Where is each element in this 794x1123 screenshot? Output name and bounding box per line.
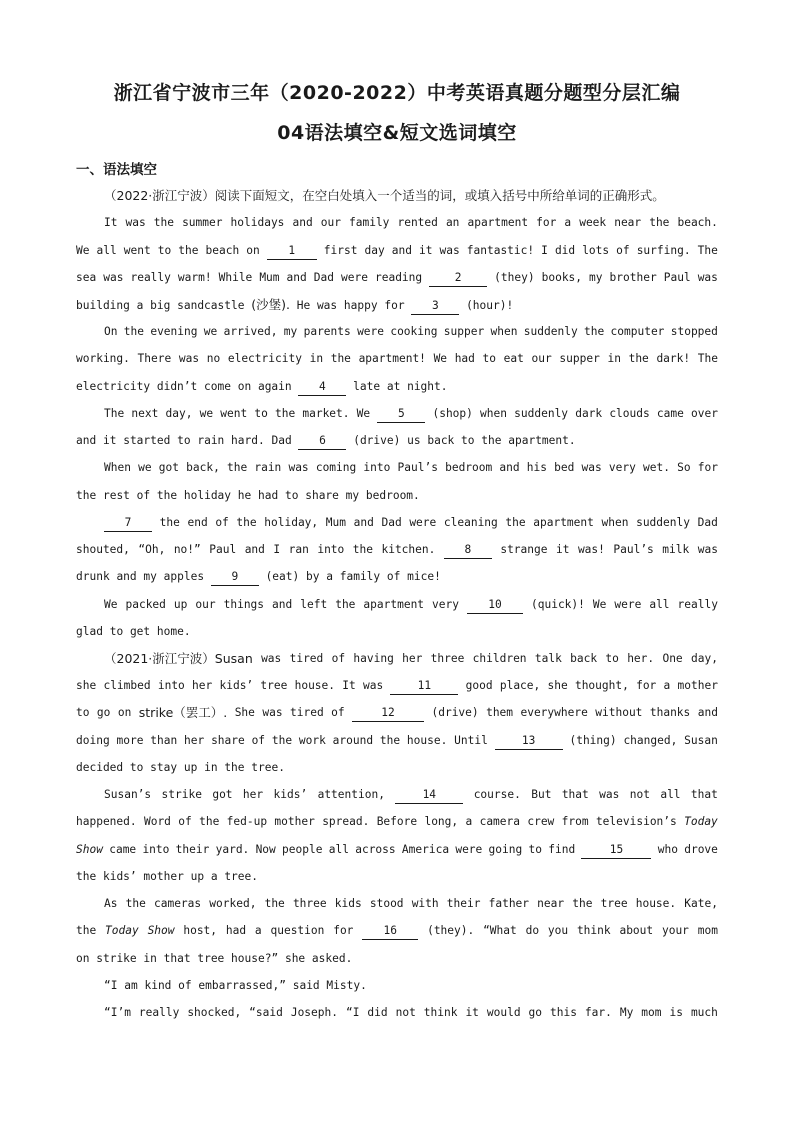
passage-line: As the cameras worked, the three kids stood with their father near the tree house. Kate,	[104, 897, 718, 910]
passage-line: working. There was no electricity in the apartment! We had to eat our supper in the dark! The	[76, 352, 718, 365]
passage-line: 7 the end of the holiday, Mum and Dad were cleaning the apartment when suddenly Dad	[104, 513, 718, 533]
answer-blank-15[interactable]: 15	[581, 842, 651, 859]
passage-line: she climbed into her kids’ tree house. It was 11 good place, she thought, for a mother	[76, 676, 718, 696]
answer-blank-5[interactable]: 5	[377, 406, 425, 423]
answer-blank-13[interactable]: 13	[495, 733, 563, 750]
passage-line: sea was really warm! While Mum and Dad were reading 2 (they) books, my brother Paul was	[76, 268, 718, 288]
passage-line: on strike in that tree house?” she asked.	[76, 952, 353, 965]
passage-line: shouted, “Oh, no!” Paul and I ran into the kitchen. 8 strange it was! Paul’s milk was	[76, 540, 718, 560]
passage-line: doing more than her share of the work around the house. Until 13 (thing) changed, Susan	[76, 731, 718, 751]
answer-blank-14[interactable]: 14	[395, 787, 463, 804]
passage-line: （2021·浙江宁波）Susan was tired of having her three children talk back to her. One day,	[104, 651, 718, 666]
passage-line: We all went to the beach on 1 first day and it was fantastic! I did lots of surfing. The	[76, 241, 718, 261]
passage-line: building a big sandcastle (沙堡). He was happy for 3 (hour)!	[76, 295, 718, 315]
document-title: 浙江省宁波市三年（2020-2022）中考英语真题分题型分层汇编	[113, 82, 681, 104]
passage-line: the kids’ mother up a tree.	[76, 870, 258, 883]
passage-line: It was the summer holidays and our family rented an apartment for a week near the beach.	[104, 216, 718, 229]
answer-blank-11[interactable]: 11	[390, 678, 458, 695]
passage-line: to go on strike（罢工）. She was tired of 12 (drive) them everywhere without thanks and	[76, 705, 718, 720]
passage-line: “I am kind of embarrassed,” said Misty.	[104, 979, 367, 992]
passage-line: decided to stay up in the tree.	[76, 761, 285, 774]
answer-blank-16[interactable]: 16	[362, 923, 418, 940]
answer-blank-1[interactable]: 1	[267, 243, 317, 260]
answer-blank-9[interactable]: 9	[211, 569, 259, 586]
passage-line: the rest of the holiday he had to share my bedroom.	[76, 489, 420, 502]
passage-line: When we got back, the rain was coming into Paul’s bedroom and his bed was very wet. So for	[104, 461, 718, 474]
document-subtitle: 04语法填空&短文选词填空	[277, 122, 517, 144]
passage-line: glad to get home.	[76, 625, 191, 638]
passage-line: electricity didn’t come on again 4 late at night.	[76, 377, 718, 397]
passage-line: and it started to rain hard. Dad 6 (drive) us back to the apartment.	[76, 431, 718, 451]
passage-line: The next day, we went to the market. We 5 (shop) when suddenly dark clouds came over	[104, 404, 718, 424]
answer-blank-6[interactable]: 6	[298, 433, 346, 450]
passage-line: the Today Show host, had a question for 16 (they). “What do you think about your mom	[76, 921, 718, 941]
passage-line: On the evening we arrived, my parents were cooking supper when suddenly the computer stopped	[104, 325, 718, 338]
answer-blank-8[interactable]: 8	[444, 542, 492, 559]
passage-line: （2022·浙江宁波）阅读下面短文，在空白处填入一个适当的词，或填入括号中所给单词的正确形式。	[104, 188, 665, 203]
answer-blank-7[interactable]: 7	[104, 515, 152, 532]
passage-line: Susan’s strike got her kids’ attention, 14 course. But that was not all that	[104, 785, 718, 805]
passage-line: Show came into their yard. Now people all across America were going to find 15 who drove	[76, 840, 718, 860]
answer-blank-2[interactable]: 2	[429, 270, 487, 287]
passage-line: We packed up our things and left the apartment very 10 (quick)! We were all really	[104, 595, 718, 615]
answer-blank-3[interactable]: 3	[411, 298, 459, 315]
passage-line: drunk and my apples 9 (eat) by a family of mice!	[76, 567, 718, 587]
passage-line: happened. Word of the fed-up mother spread. Before long, a camera crew from television’s Today	[76, 815, 718, 828]
answer-blank-4[interactable]: 4	[298, 379, 346, 396]
section-heading: 一、语法填空	[76, 162, 157, 178]
answer-blank-12[interactable]: 12	[352, 705, 424, 722]
answer-blank-10[interactable]: 10	[467, 597, 523, 614]
passage-line: “I’m really shocked, “said Joseph. “I did not think it would go this far. My mom is much	[104, 1006, 718, 1019]
